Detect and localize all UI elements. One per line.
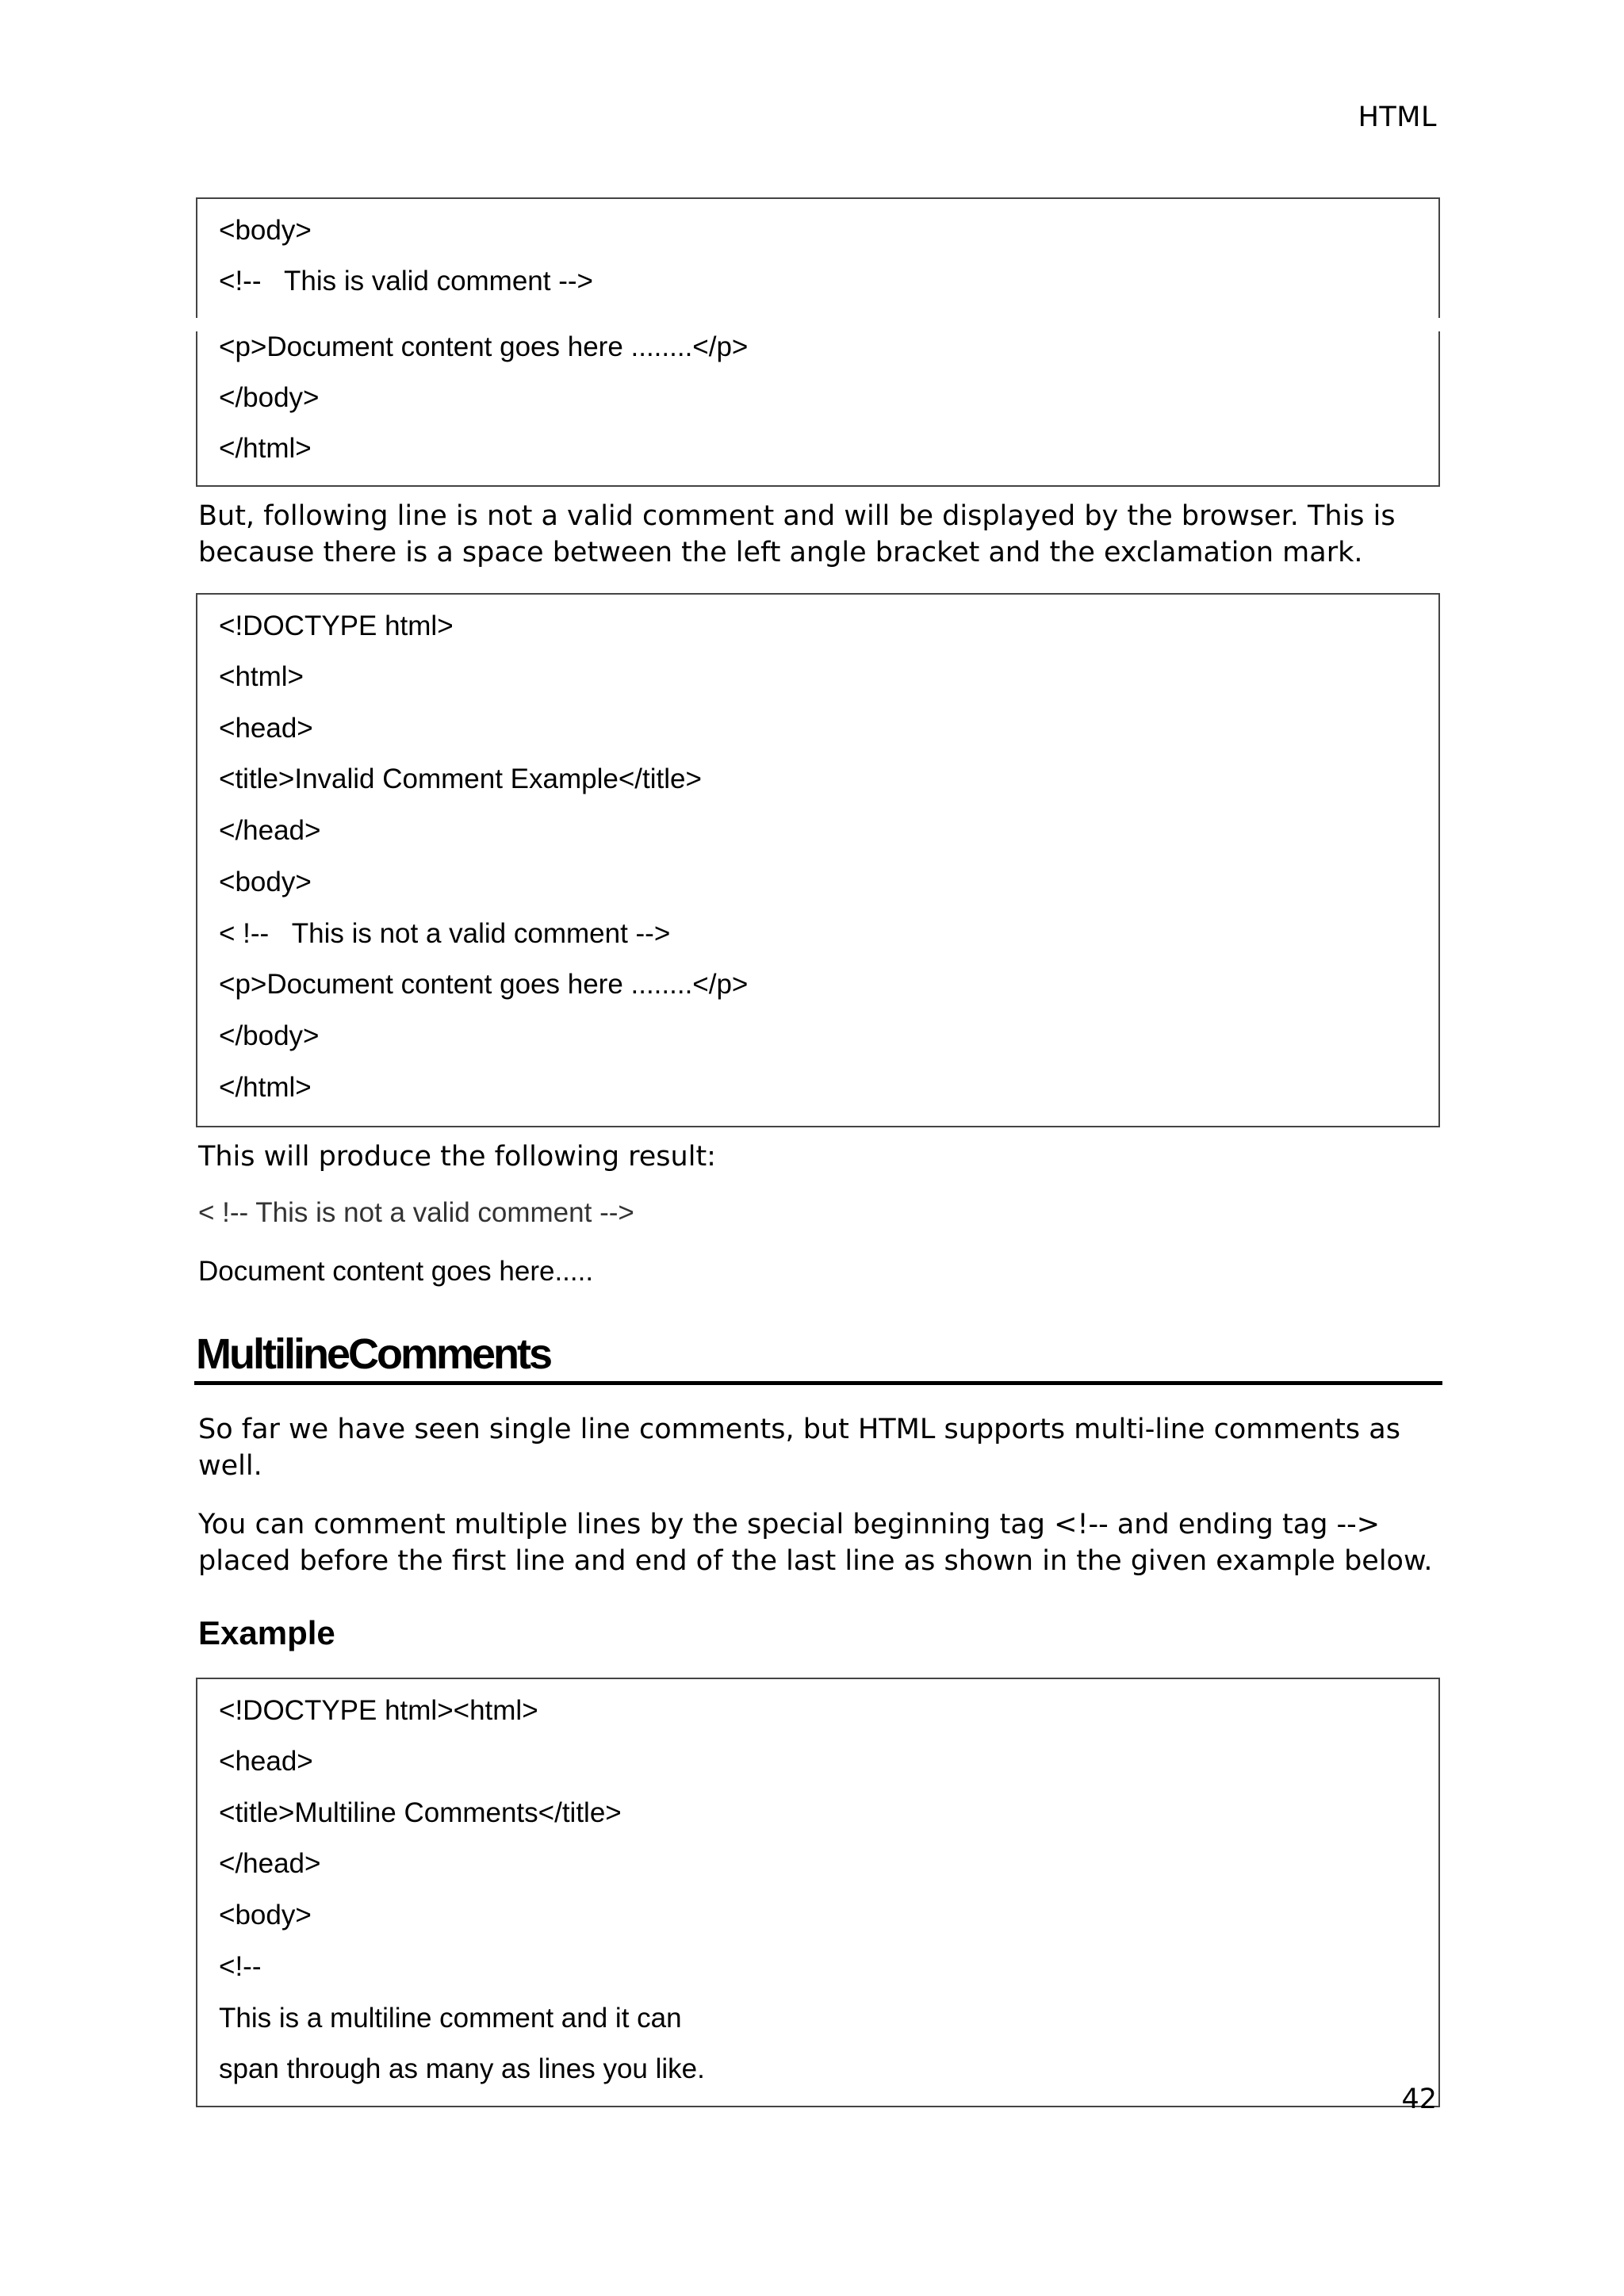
code-line: </html> [219,1072,312,1103]
running-header: HTML [1358,101,1437,133]
code-line: <!-- This is valid comment --> [219,266,593,297]
section-divider [194,1381,1442,1385]
code-line: <head> [219,713,313,744]
code-line: <html> [219,661,304,692]
code-line: <!DOCTYPE html> [219,610,454,641]
paragraph-invalid-intro: But, following line is not a valid comment and will be displayed by the browser. This is because there is a space between the left angle bracket and the exclamation mark. [198,500,1396,568]
code-line: </head> [219,1848,321,1879]
code-line: <body> [219,215,312,246]
page-number: 42 [1401,2084,1437,2115]
code-line: </body> [219,382,320,413]
code-line: < !-- This is not a valid comment --> [219,918,671,949]
code-block-invalid-comment [196,593,1440,1127]
code-line: <!DOCTYPE html><html> [219,1695,538,1726]
code-line: <head> [219,1746,313,1777]
paragraph-multiline-1: So far we have seen single line comments, but HTML supports multi-line comments as well. [198,1414,1400,1482]
code-block-multiline-comment [196,1678,1440,2107]
code-line: </body> [219,1020,320,1051]
paragraph-multiline-2: You can comment multiple lines by the special beginning tag <!-- and ending tag --> placed before the first line and end of the last line as shown in the given example below. [198,1509,1433,1577]
code-line: This is a multiline comment and it can [219,2003,682,2034]
code-line: span through as many as lines you like. [219,2053,705,2084]
code-line: <title>Multiline Comments</title> [219,1797,622,1828]
code-line: <body> [219,1900,312,1931]
code-line: </html> [219,433,312,464]
code-line: <p>Document content goes here ........</p> [219,969,749,1000]
code-line: </head> [219,815,321,846]
code-line: <p>Document content goes here ........</p> [219,331,749,362]
code-line: <body> [219,867,312,897]
code-block-1-bottom [196,331,1440,487]
section-heading: MultilineComments [196,1330,551,1378]
code-line: <title>Invalid Comment Example</title> [219,763,702,794]
result-line-comment-text: < !-- This is not a valid comment --> [198,1197,634,1228]
code-block-1-top [196,197,1440,318]
paragraph-result-intro: This will produce the following result: [198,1141,716,1173]
code-line: <!-- [219,1951,262,1982]
example-heading: Example [198,1614,335,1651]
result-line-document-text: Document content goes here..... [198,1256,594,1287]
